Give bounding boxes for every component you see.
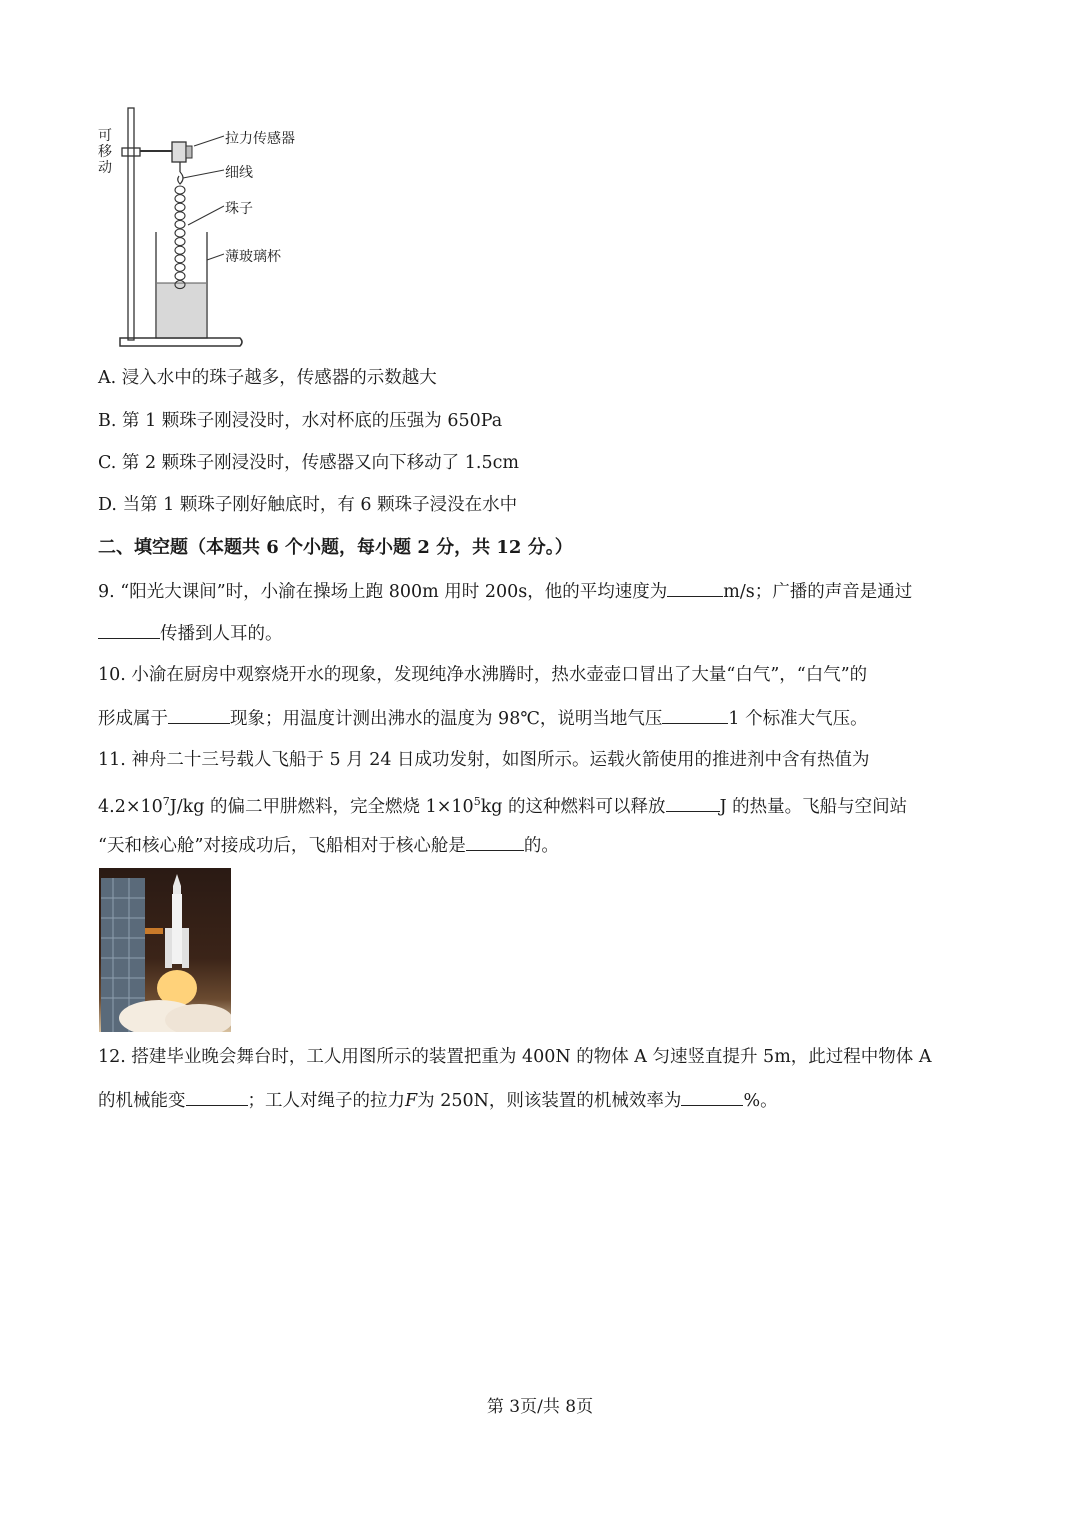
q9-line-1 — [98, 578, 912, 604]
section-heading: 二、填空题（本题共 6 个小题，每小题 2 分，共 12 分。） — [98, 537, 573, 558]
answer-blank[interactable] — [667, 578, 723, 597]
q11-line-1: 11. 神舟二十三号载人飞船于 5 月 24 日成功发射，如图所示。运载火箭使用的推进剂中含有热值为 — [98, 750, 870, 770]
q10-text-c: 1 个标准大气压。 — [728, 709, 868, 729]
option-letter: A. — [98, 368, 117, 388]
option-d — [98, 493, 517, 517]
movable-char-3: 动 — [98, 160, 112, 176]
q11-base1: 4.2×10 — [98, 796, 163, 817]
bead — [175, 255, 185, 263]
option-text: 第 1 颗珠子刚浸没时，水对杯底的压强为 650Pa — [122, 411, 503, 431]
q12-var-f: F — [405, 1091, 418, 1111]
q11-line-3 — [98, 832, 559, 858]
q10-text-b: 现象；用温度计测出沸水的温度为 98℃，说明当地气压 — [230, 709, 663, 729]
q12-line-2 — [98, 1087, 778, 1113]
q12-text-c: 为 250N，则该装置的机械效率为 — [417, 1091, 682, 1111]
bead — [175, 195, 185, 203]
q11-unit2: kg 的这种燃料可以释放 — [480, 796, 666, 817]
q10-line-2 — [98, 705, 868, 731]
answer-blank[interactable] — [466, 832, 524, 851]
thread-label: 细线 — [225, 165, 253, 181]
q9-line-2 — [98, 620, 283, 646]
q9-text-b: m/s；广播的声音是通过 — [723, 582, 913, 602]
option-letter: C. — [98, 453, 117, 473]
page-number: 第 3页/共 8页 — [486, 1397, 594, 1417]
q12-text-d: %。 — [743, 1091, 778, 1111]
q11-text-a: “天和核心舱”对接成功后，飞船相对于核心舱是 — [98, 836, 466, 856]
q10-line-1: 10. 小渝在厨房中观察烧开水的现象，发现纯净水沸腾时，热水壶壶口冒出了大量“白气”，“白气”的 — [98, 665, 868, 685]
q11-line-2 — [98, 790, 907, 819]
bead — [175, 229, 185, 237]
option-a — [98, 366, 437, 390]
bead — [175, 186, 185, 194]
q12-text-b: ；工人对绳子的拉力 — [247, 1091, 405, 1111]
answer-blank[interactable] — [98, 620, 160, 639]
answer-blank[interactable] — [186, 1087, 248, 1106]
movable-char-2: 移 — [98, 144, 112, 160]
option-c — [98, 451, 519, 475]
answer-blank[interactable] — [681, 1087, 743, 1106]
beads-label: 珠子 — [225, 201, 253, 217]
option-letter: D. — [98, 495, 117, 515]
option-text: 当第 1 颗珠子刚好触底时，有 6 颗珠子浸没在水中 — [122, 495, 518, 515]
answer-blank[interactable] — [662, 705, 728, 724]
q10-text-a: 形成属于 — [98, 709, 168, 729]
bead — [175, 263, 185, 271]
bead — [175, 203, 185, 211]
q12-line-1: 12. 搭建毕业晚会舞台时，工人用图所示的装置把重为 400N 的物体 A 匀速竖直提升 5m，此过程中物体 A — [98, 1047, 932, 1067]
q11-text-b: 的。 — [523, 836, 559, 856]
cup-label: 薄玻璃杯 — [225, 249, 281, 265]
answer-blank[interactable] — [666, 793, 720, 812]
answer-blank[interactable] — [168, 705, 230, 724]
bead — [175, 246, 185, 254]
option-b — [98, 409, 502, 433]
bead — [175, 272, 185, 280]
rocket-launch-photo — [99, 868, 231, 1032]
q11-unit1: J/kg 的偏二甲肼燃料，完全燃烧 1×10 — [169, 796, 474, 817]
sensor-label: 拉力传感器 — [225, 131, 295, 147]
q11-after: J 的热量。飞船与空间站 — [719, 796, 908, 817]
q11-exp1: 7 — [162, 795, 170, 808]
q9-text-c: 传播到人耳的。 — [160, 624, 283, 644]
bead — [175, 212, 185, 220]
apparatus-figure — [90, 100, 330, 355]
movable-label — [98, 128, 114, 176]
option-letter: B. — [98, 411, 117, 431]
q11-exp2: 5 — [473, 795, 481, 808]
option-text: 第 2 颗珠子刚浸没时，传感器又向下移动了 1.5cm — [121, 453, 519, 473]
q9-text-a: 9. “阳光大课间”时，小渝在操场上跑 800m 用时 200s，他的平均速度为 — [98, 582, 668, 602]
movable-char-1: 可 — [98, 128, 112, 144]
option-text: 浸入水中的珠子越多，传感器的示数越大 — [121, 368, 437, 388]
q12-text-a: 的机械能变 — [98, 1091, 186, 1111]
rocket-illustration — [99, 868, 231, 1032]
bead — [175, 220, 185, 228]
bead — [175, 238, 185, 246]
